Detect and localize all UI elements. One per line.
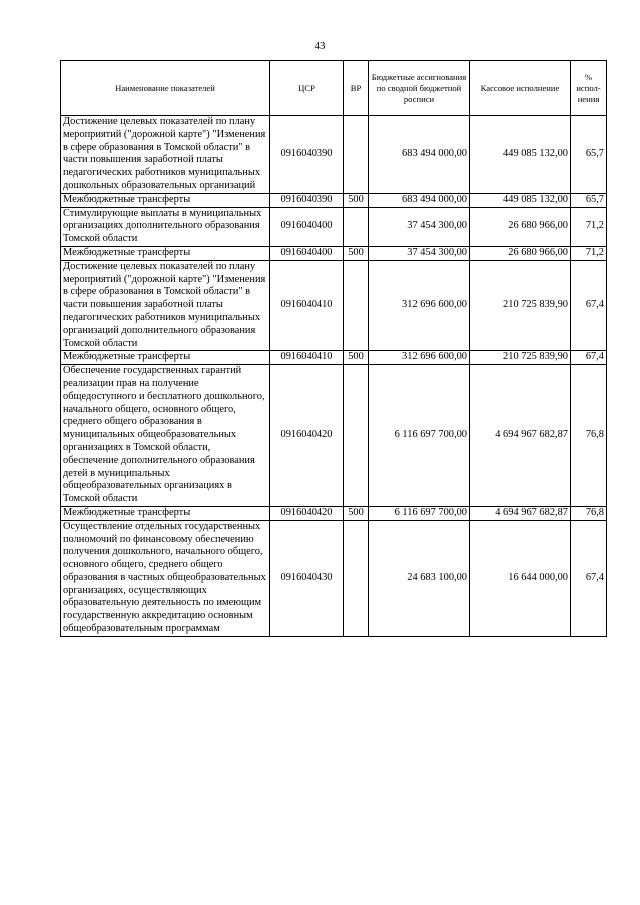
row-vr [344, 207, 369, 246]
row-execution: 4 694 967 682,87 [470, 506, 571, 520]
header-name: Наименование показателей [61, 61, 270, 116]
row-percent: 67,4 [571, 351, 607, 365]
row-vr: 500 [344, 506, 369, 520]
row-csr: 0916040420 [270, 506, 344, 520]
table-row [61, 365, 607, 507]
row-csr: 0916040410 [270, 260, 344, 351]
row-percent: 67,4 [571, 520, 607, 636]
page-number: 43 [314, 40, 326, 52]
row-budget: 683 494 000,00 [369, 116, 470, 194]
table-row [61, 520, 607, 636]
row-execution: 26 680 966,00 [470, 246, 571, 260]
row-csr: 0916040430 [270, 520, 344, 636]
row-name: Достижение целевых показателей по плану мероприятий ("дорожной карте") "Изменения в сфере образования в Томской области" в части повышения заработной платы педагогических работников муниципальных дошкольных образовательных организаций [61, 116, 270, 194]
row-percent: 65,7 [571, 193, 607, 207]
table-row [61, 246, 607, 260]
row-name: Межбюджетные трансферты [61, 246, 270, 260]
row-vr: 500 [344, 351, 369, 365]
header-csr: ЦСР [270, 61, 344, 116]
row-budget: 6 116 697 700,00 [369, 365, 470, 507]
table-row [61, 260, 607, 351]
row-budget: 37 454 300,00 [369, 207, 470, 246]
row-execution: 210 725 839,90 [470, 351, 571, 365]
budget-execution-table [60, 60, 607, 637]
row-execution: 4 694 967 682,87 [470, 365, 571, 507]
row-name: Обеспечение государственных гарантий реализации прав на получение общедоступного и бесплатного дошкольного, начального общего, основного общего, среднего общего образования в муниципальных общеобразовательных организациях в Томской области, обеспечение дополнительного образования детей в муниципальных общеобразовательных организациях в Томской области [61, 365, 270, 507]
row-csr: 0916040390 [270, 193, 344, 207]
row-csr: 0916040420 [270, 365, 344, 507]
row-budget: 312 696 600,00 [369, 351, 470, 365]
row-budget: 24 683 100,00 [369, 520, 470, 636]
row-csr: 0916040400 [270, 207, 344, 246]
table-row [61, 506, 607, 520]
row-name: Достижение целевых показателей по плану мероприятий ("дорожной карте") "Изменения в сфере образования в Томской области" в части повышения заработной платы педагогических работников муниципальных организаций дополнительного образования Томской области [61, 260, 270, 351]
row-percent: 65,7 [571, 116, 607, 194]
row-execution: 26 680 966,00 [470, 207, 571, 246]
table-row [61, 193, 607, 207]
row-budget: 37 454 300,00 [369, 246, 470, 260]
row-vr [344, 365, 369, 507]
table-header-row [61, 61, 607, 116]
table-row [61, 207, 607, 246]
row-name: Межбюджетные трансферты [61, 351, 270, 365]
row-name: Стимулирующие выплаты в муниципальных организациях дополнительного образования Томской области [61, 207, 270, 246]
row-name: Межбюджетные трансферты [61, 506, 270, 520]
row-vr: 500 [344, 246, 369, 260]
row-vr [344, 260, 369, 351]
row-percent: 71,2 [571, 246, 607, 260]
row-budget: 6 116 697 700,00 [369, 506, 470, 520]
table-row [61, 116, 607, 194]
row-vr: 500 [344, 193, 369, 207]
row-percent: 76,8 [571, 365, 607, 507]
header-percent: % испол-нения [571, 61, 607, 116]
row-csr: 0916040400 [270, 246, 344, 260]
row-vr [344, 520, 369, 636]
row-execution: 210 725 839,90 [470, 260, 571, 351]
row-csr: 0916040410 [270, 351, 344, 365]
row-percent: 67,4 [571, 260, 607, 351]
header-execution: Кассовое исполнение [470, 61, 571, 116]
row-percent: 71,2 [571, 207, 607, 246]
row-budget: 683 494 000,00 [369, 193, 470, 207]
row-vr [344, 116, 369, 194]
table-row [61, 351, 607, 365]
row-csr: 0916040390 [270, 116, 344, 194]
row-name: Осуществление отдельных государственных полномочий по финансовому обеспечению получения дошкольного, начального общего, основного общего, среднего общего образования в частных общеобразовательных организациях, осуществляющих образовательную деятельность по имеющим государственную аккредитацию основным общеобразовательным программам [61, 520, 270, 636]
row-percent: 76,8 [571, 506, 607, 520]
row-execution: 16 644 000,00 [470, 520, 571, 636]
row-name: Межбюджетные трансферты [61, 193, 270, 207]
header-budget: Бюджетные ассигнования по сводной бюджетной росписи [369, 61, 470, 116]
row-execution: 449 085 132,00 [470, 116, 571, 194]
header-vr: ВР [344, 61, 369, 116]
row-budget: 312 696 600,00 [369, 260, 470, 351]
row-execution: 449 085 132,00 [470, 193, 571, 207]
